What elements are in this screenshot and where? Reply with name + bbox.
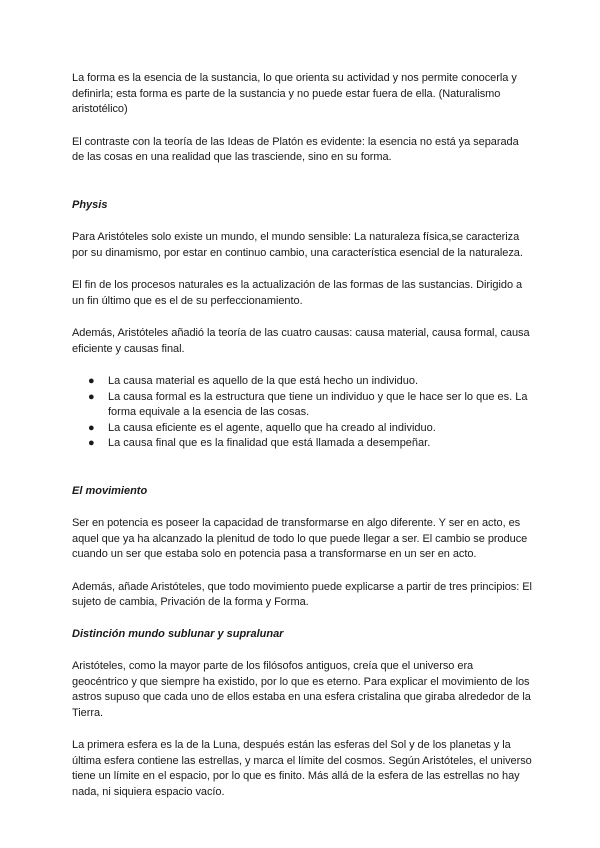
heading-movimiento: El movimiento [72, 484, 148, 497]
heading-distincion: Distinción mundo sublunar y supralunar [72, 627, 284, 640]
list-item [72, 421, 532, 437]
bullet-icon: ● [88, 390, 95, 403]
list-item [72, 436, 532, 452]
causes-list [72, 374, 532, 452]
paragraph-geocentrico: Aristóteles, como la mayor parte de los filósofos antiguos, creía que el universo era geocéntrico y que siempre ha existido, por lo que es eterno. Para explicar el movimiento de los astros supuso que cada uno de ellos estaba en una esfera cristalina que giraba alrededor de la Tierra. [72, 660, 531, 719]
list-item [72, 374, 532, 390]
list-item-text: La causa eficiente es el agente, aquello que ha creado al individuo. [108, 421, 436, 434]
list-item [72, 390, 532, 421]
document-page [72, 71, 532, 800]
bullet-icon: ● [88, 375, 95, 387]
heading-physis: Physis [72, 198, 108, 211]
bullet-icon: ● [88, 421, 95, 434]
bullet-icon: ● [88, 437, 95, 449]
paragraph-esferas: La primera esfera es la de la Luna, después están las esferas del Sol y de los planetas y la última esfera contiene las estrellas, y marca el límite del cosmos. Según Aristóteles, el universo tiene un límite en el espacio, por lo que es finito. Más allá de la esfera de las estrellas no hay nada, ni siquiera espacio vacío. [72, 739, 532, 798]
paragraph-mundo-sensible: Para Aristóteles solo existe un mundo, el mundo sensible: La naturaleza física,se caracteriza por su dinamismo, por estar en continuo cambio, una característica esencial de la naturaleza. [72, 231, 523, 259]
list-item-text: La causa formal es la estructura que tiene un individuo y que le hace ser lo que es. La forma equivale a la esencia de las cosas. [108, 390, 528, 418]
paragraph-tres-principios: Además, añade Aristóteles, que todo movimiento puede explicarse a partir de tres principios: El sujeto de cambia, Privación de la forma y Forma. [72, 580, 532, 608]
list-item-text: La causa final que es la finalidad que está llamada a desempeñar. [108, 437, 431, 449]
paragraph-fin-procesos: El fin de los procesos naturales es la actualización de las formas de las sustancias. Dirigido a un fin último que es el de su perfeccionamiento. [72, 279, 523, 307]
paragraph-potencia-acto: Ser en potencia es poseer la capacidad de transformarse en algo diferente. Y ser en acto, es aquel que ya ha alcanzado la plenitud de todo lo que puede llegar a ser. El cambio se produce cuando un ser que estaba solo en potencia pasa a transformarse en un ser en acto. [72, 517, 528, 560]
paragraph-contraste-platon: El contraste con la teoría de las Ideas de Platón es evidente: la esencia no está ya separada de las cosas en una realidad que las trasciende, sino en su forma. [72, 135, 519, 163]
paragraph-cuatro-causas: Además, Aristóteles añadió la teoría de las cuatro causas: causa material, causa formal, causa eficiente y causas final. [72, 327, 530, 355]
list-item-text: La causa material es aquello de la que está hecho un individuo. [108, 375, 419, 387]
paragraph-forma-esencia: La forma es la esencia de la sustancia, lo que orienta su actividad y nos permite conocerla y definirla; esta forma es parte de la sustancia y no puede estar fuera de ella. (Naturalismo aristotélico) [72, 72, 517, 115]
